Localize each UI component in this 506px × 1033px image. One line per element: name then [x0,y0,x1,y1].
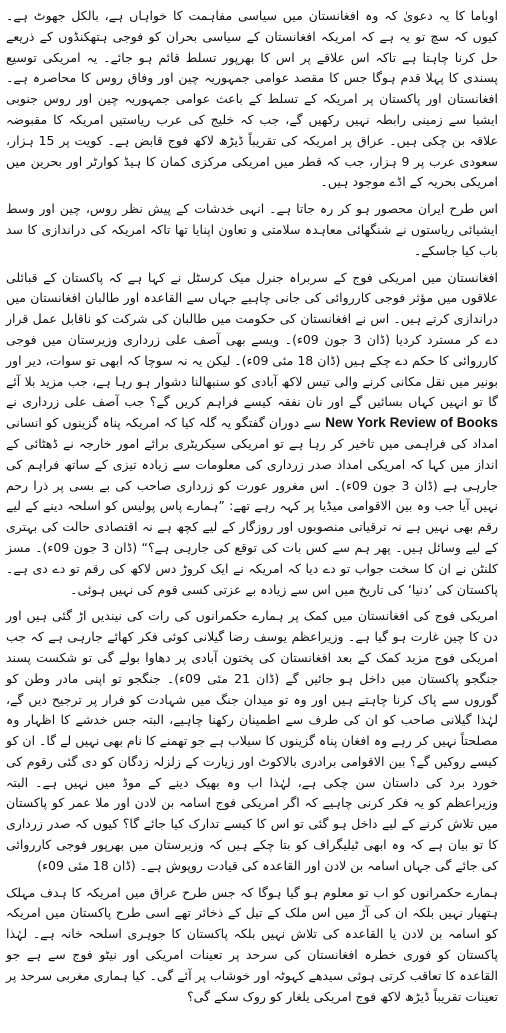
article-paragraph: اوباما کا یہ دعویٰ کہ وہ افغانستان میں سیاسی مفاہمت کا خواہاں ہے، بالکل جھوٹ ہے۔ کیوں کہ سچ تو یہ ہے کہ امریکہ افغانستان کے سیاسی بحران کو فوجی ہتھکنڈوں کے ذریعے حل کرنا چاہتا ہے تاکہ اس علاقے پر اس کا بھرپور تسلط قائم ہو جائے۔ یہ امریکی توسیع پسندی کا پہلا قدم ہوگا جس کا مقصد عوامی جمہوریہ چین اور وفاق روس کا محاصرہ ہے۔ افغانستان اور پاکستان پر امریکہ کے تسلط کے باعث عوامی جمہوریہ چین اور روس جنوبی ایشیا سے زمینی رابطہ نہیں رکھیں گے، جب کہ خلیج کی عرب ریاستیں امریکہ کا مقبوضہ علاقہ بن چکی ہیں۔ عراق پر امریکہ کی تقریباً ڈیڑھ لاکھ فوج قابض ہے۔ کویت پر 15 ہزار، سعودی عرب پر 9 ہزار، جب کہ قطر میں امریکی مرکزی کمان کا ہیڈ کوارٹر اور بحرین میں امریکی بحریہ کے اڈے موجود ہیں۔ [6,8,498,190]
article-paragraph: اس طرح ایران محصور ہو کر رہ جاتا ہے۔ انہی خدشات کے پیش نظر روس، چین اور وسط ایشیائی ریاستوں نے شنگھائی معاہدہ سلامتی و تعاون اپنایا تھا تاکہ امریکہ کی دراندازی کا سد باب کیا جاسکے۔ [6,201,498,258]
article-paragraph-text: سے دوران گفتگو یہ گلہ کیا کہ امریکہ پناہ گزینوں کو انسانی امداد کی فراہمی میں تاخیر کر رہا ہے تو امریکی سیکریٹری برائے امور خارجہ نے ڈھٹائی کے انداز میں کہا کہ امریکی امداد صدر زرداری کی معلومات سے زیادہ تیزی کے ساتھ فراہم کی جارہی ہے (ڈان 3 جون 09ء)۔ اس مغرور عورت کو زرداری صاحب کی بے بسی پر ذرا رحم نہیں آیا جب وہ بین الاقوامی میڈیا پر کہہ رہے تھے: ”ہمارے پاس پولیس کو اسلحہ دینے کے لیے رقم بھی نہیں ہے نہ ترقیاتی منصوبوں اور روزگار کے لیے کچھ ہے نہ اقتصادی حالت کی بہتری کے لیے وسائل ہیں۔ پھر ہم سے کس بات کی توقع کی جارہی ہے؟“ (ڈان 3 جون 09ء)۔ مسز کلنٹن نے ان کا سخت جواب تو دے دیا کہ امریکہ نے ایک کروڑ دس لاکھ کی رقم تو دے دی ہے۔ پاکستان کی ’دنیا‘ کی تاریخ میں اس سے زیادہ بے عزتی کسی قوم کی نہیں ہوئی۔ [6,415,499,597]
article-paragraph: امریکی فوج کی افغانستان میں کمک پر ہمارے حکمرانوں کی رات کی نیندیں اڑ گئی ہیں اور دن کا چین غارت ہو گیا ہے۔ وزیراعظم یوسف رضا گیلانی کوئی فکر کھائے جارہی ہے کہ جب امریکی فوج مزید کمک کے بعد افغانستان کی پختون آبادی پر دھاوا بولے گی تو شکست پسند جنگجو پاکستان میں داخل ہو جائیں گے (ڈان 21 مئی 09ء)۔ جنگجو تو اپنی مادر وطن کو گوروں سے پاک کرنا چاہتے ہیں اور وہ تو میدان جنگ میں شہادت کو فرار پر ترجیح دیں گے، لہٰذا گیلانی صاحب کو ان کی طرف سے اطمینان رکھنا چاہیے، البتہ جس خدشے کا اظہار وہ مصلحتاً نہیں کر رہے وہ افغان پناہ گزینوں کا سیلاب ہے جو تھمنے کا نام بھی نہیں لے گا۔ ان کو کیسے روکیں گے؟ بین الاقوامی برادری بالاکوٹ اور زیارت کے زلزلہ زدگان کو دی گئی رقوم کی خورد برد کی داستان سن چکی ہے، لہٰذا اب وہ بھیک دینے کے موڈ میں نہیں ہے۔ البتہ وزیراعظم کو یہ فکر کرنی چاہیے کہ اگر امریکی فوج اسامہ بن لادن اور ملا عمر کو پاکستان میں تلاش کرنے کے لیے داخل ہو گئی تو اس کا کیسے تدارک کیا جائے گا؟ کیوں کہ صدر زرداری کا تو بیان ہے کہ وہ ابھی ٹیلیگراف کو بتا چکے ہیں کہ وزیرستان میں بھرپور فوجی کارروائی کی جائے گی جہاں اسامہ بن لادن اور القاعدہ کی قیادت روپوش ہے۔ (ڈان 18 مئی 09ء) [6,608,498,873]
article-paragraph: ہمارے حکمرانوں کو اب تو معلوم ہو گیا ہوگا کہ جس طرح عراق میں امریکہ کا ہدف مہلک ہتھیار نہیں بلکہ ان کی آڑ میں اس ملک کے تیل کے ذخائر تھے اسی طرح پاکستان میں امریکہ کو اسامہ بن لادن یا القاعدہ کی تلاش نہیں بلکہ پاکستان کا جوہری اسلحہ خانہ ہے۔ لہٰذا پاکستان کو فوری خطرہ افغانستان کی سرحد پر تعینات امریکی اور نیٹو فوج سے ہے جو القاعدہ کا تعاقب کرتی ہوئی سیدھے کہوٹہ اور خوشاب پر آئے گی۔ کیا ہماری مغربی سرحد پر تعینات تقریباً ڈیڑھ لاکھ فوج امریکی یلغار کو روک سکے گی؟ [6,884,498,1004]
article-paragraph [6,268,498,601]
article-paragraph-text: افغانستان میں امریکی فوج کے سربراہ جنرل میک کرسٹل نے کہا ہے کہ پاکستان کے قبائلی علاقوں میں مؤثر فوجی کارروائی کی جانی چاہیے جہاں سے القاعدہ اور طالبان افغانستان میں دراندازی کرتے ہیں۔ اس نے افغانستان کی حکومت میں طالبان کی شرکت کو ناقابل عمل قرار دے کر مسترد کردیا (ڈان 3 جون 09ء)۔ ویسے بھی آصف علی زرداری وزیرستان میں فوجی کارروائی کا حکم دے چکے ہیں (ڈان 18 مئی 09ء)۔ لیکن یہ نہ سوچا کہ ابھی تو سوات، دیر اور بونیر میں نقل مکانی کرنے والی تیس لاکھ آبادی کو سنبھالنا دشوار ہو رہا ہے، جب مزید بلا آئے گا تو انہیں کہاں بسائیں گے اور نان نفقہ کیسے فراہم کریں گے؟ جب آصف علی زرداری نے [6,269,498,410]
publication-name: New York Review of Books [325,415,498,431]
